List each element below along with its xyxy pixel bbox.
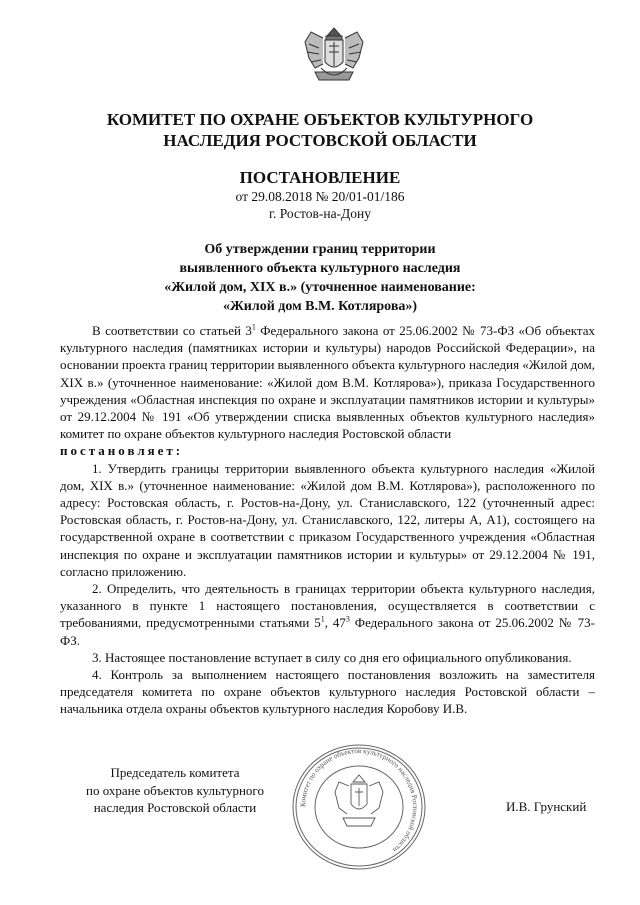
organization-name-line1: КОМИТЕТ ПО ОХРАНЕ ОБЪЕКТОВ КУЛЬТУРНОГО	[106, 110, 534, 129]
item-3: 3. Настоящее постановление вступает в силу со дня его официального опубликования.	[92, 649, 572, 665]
decree-word: постановляет:	[60, 443, 184, 459]
item-2-text-start: 2. Определить, что деятельность в границах территории объекта культурного наследия, указанного в пункте 1 настоящего постановления, осуществляется в соответствии с требованиями, предусмотренными статьями 5	[60, 581, 595, 631]
item-4: 4. Контроль за выполнением настоящего постановления возложить на заместителя председателя комитета по охране объектов культурного наследия Ростовской области – начальника отдела охраны объектов культурного наследия Коробову И.В.	[60, 667, 595, 717]
signatory-position-line1: Председатель комитета	[110, 765, 240, 780]
item-2-superscript-1: 1	[320, 615, 325, 625]
preamble-text-start: В соответствии со статьей 3	[92, 323, 252, 338]
coat-of-arms-emblem	[297, 22, 371, 84]
seal-emblem-icon	[335, 775, 383, 826]
preamble-text-rest: Федерального закона от 25.06.2002 № 73-ФЗ «Об объектах культурного наследия (памятниках истории и культуры) народов Российской Федерации», на основании проекта границ территории выявленного объекта культурного наследия «Жилой дом, XIX в.» (уточненное наименование: «Жилой дом В.М. Котлярова»), приказа Государственного учреждения «Областная инспекция по охране и эксплуатации памятников истории и культуры» от 29.12.2004 № 191 «Об утверждении списка выявленных объектов культурного наследия» комитет по охране объектов культурного наследия Ростовской области	[60, 323, 595, 442]
item-2-superscript-2: 3	[345, 615, 350, 625]
signatory-name: И.В. Грунский	[506, 799, 587, 814]
document-type: ПОСТАНОВЛЕНИЕ	[239, 168, 401, 187]
official-seal	[283, 742, 435, 872]
seal-ring-text: Комитет по охране объектов культурного наследия Ростовской области	[298, 746, 420, 855]
preamble-paragraph	[60, 322, 595, 442]
subject-line3: «Жилой дом, XIX в.» (уточненное наименование:	[164, 280, 476, 295]
subject-line2: выявленного объекта культурного наследия	[179, 261, 461, 276]
document-date-number: от 29.08.2018 № 20/01-01/186	[235, 189, 405, 204]
signatory-position	[60, 764, 290, 817]
signatory-position-line3: наследия Ростовской области	[93, 800, 257, 815]
item-2	[60, 580, 595, 649]
organization-name-line2: НАСЛЕДИЯ РОСТОВСКОЙ ОБЛАСТИ	[163, 131, 477, 150]
item-2-text-end: Федерального закона от 25.06.2002 № 73-ФЗ.	[60, 615, 595, 648]
document-city: г. Ростов-на-Дону	[268, 206, 371, 221]
item-1: 1. Утвердить границы территории выявленного объекта культурного наследия «Жилой дом, XIX в.» (уточненное наименование: «Жилой дом В.М. Котлярова»), расположенного по адресу: Ростовская область, г. Ростов-на-Дону, ул. Станиславского, 122 (уточненный адрес: Ростовская область, г. Ростов-на-Дону, ул. Станиславского, 122, литеры А, А1), состоящего на государственной охране в соответствии с приказом Государственного учреждения «Областная инспекция по охране и эксплуатации памятников истории и культуры» от 29.12.2004 № 191, согласно приложению.	[60, 460, 595, 579]
subject-line1: Об утверждении границ территории	[204, 242, 436, 257]
document-body	[60, 322, 595, 718]
item-2-text-middle: , 47	[324, 615, 346, 631]
subject-line4: «Жилой дом В.М. Котлярова»)	[222, 299, 418, 314]
decree-line	[60, 442, 595, 459]
article-superscript: 1	[251, 322, 256, 332]
signatory-position-line2: по охране объектов культурного	[86, 782, 264, 798]
